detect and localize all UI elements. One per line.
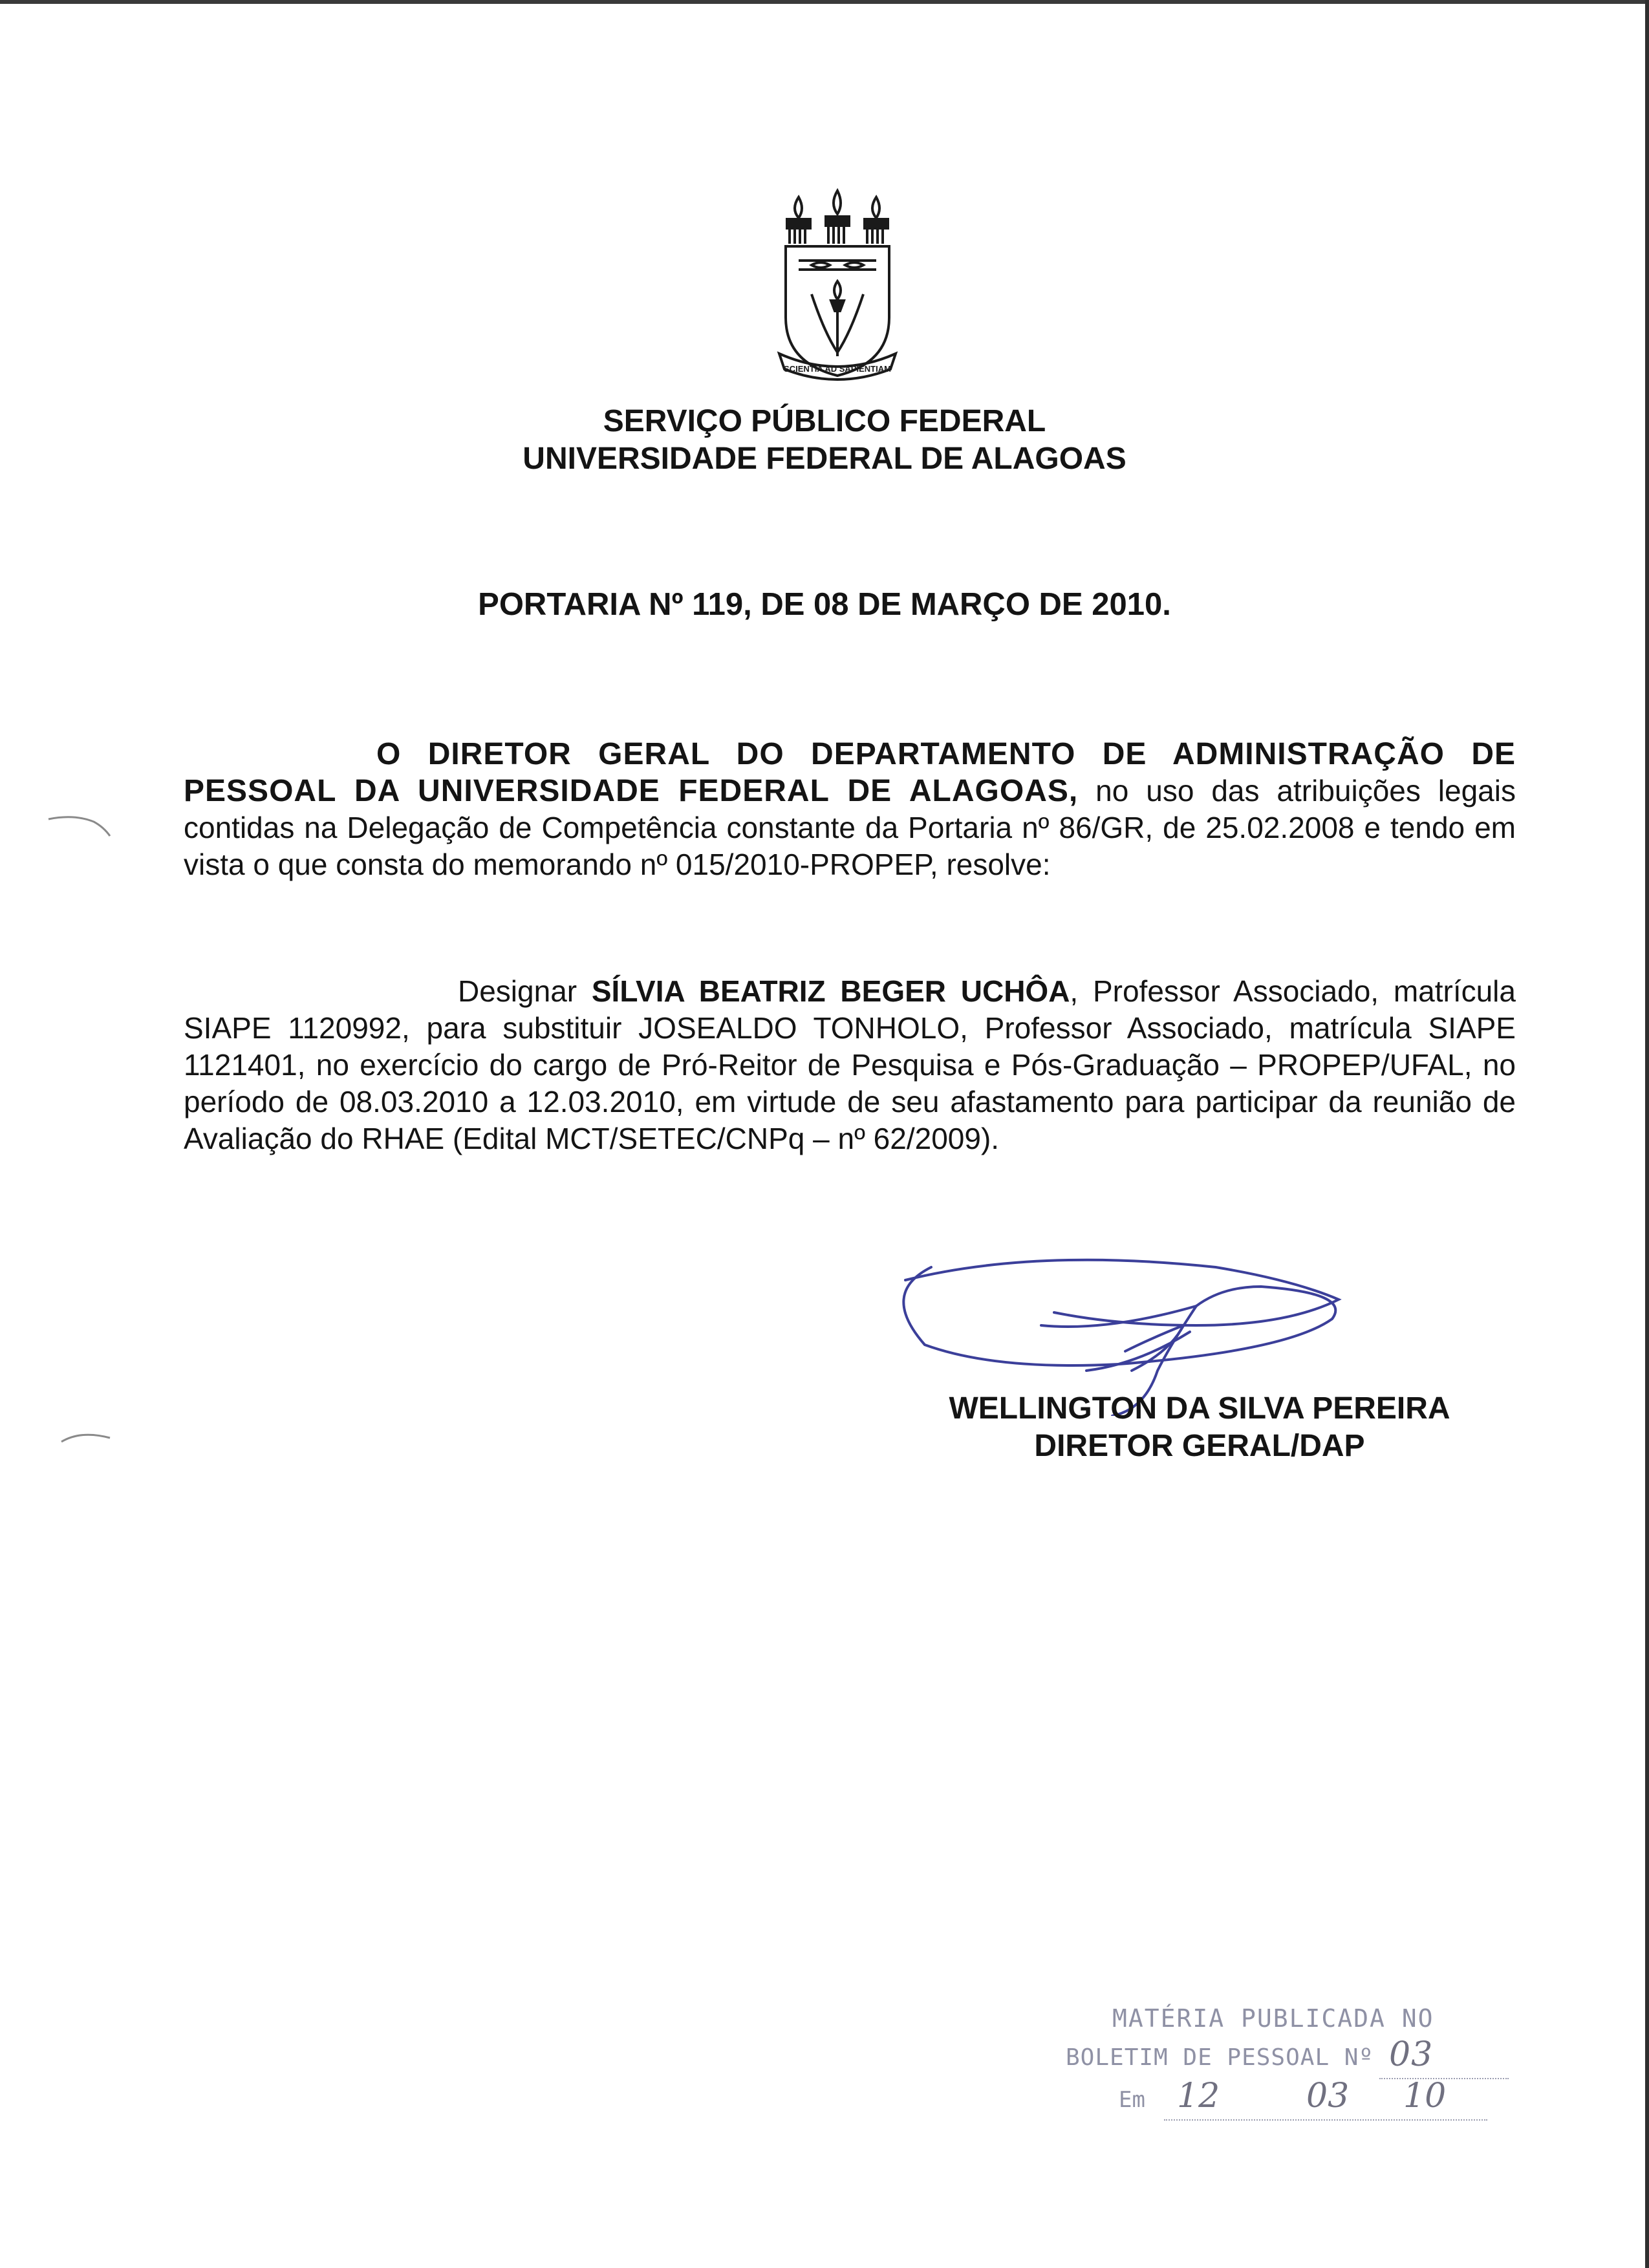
stamp-date-prefix: Em <box>1119 2087 1145 2113</box>
university-crest-icon <box>773 184 902 398</box>
scan-mark <box>58 1429 116 1448</box>
crest-motto: SCIENTIA AD SAPIENTIAM <box>784 364 891 374</box>
document-title: PORTARIA Nº 119, DE 08 DE MARÇO DE 2010. <box>478 587 1171 622</box>
stamp-year: 10 <box>1403 2077 1447 2115</box>
header-line-2: UNIVERSIDADE FEDERAL DE ALAGOAS <box>523 442 1126 476</box>
stamp-line-1: MATÉRIA PUBLICADA NO <box>1112 2004 1434 2033</box>
scan-edge-top <box>0 0 1649 4</box>
signatory-role: DIRETOR GERAL/DAP <box>1034 1429 1365 1463</box>
designee-name: SÍLVIA BEATRIZ BEGER UCHÔA <box>591 974 1070 1008</box>
header-line-1: SERVIÇO PÚBLICO FEDERAL <box>603 404 1046 438</box>
preamble-paragraph <box>184 736 1516 883</box>
preamble-lead: O DIRETOR GERAL DO DEPARTAMENTO DE ADMINISTRAÇÃO DE PESSOAL DA UNIVERSIDADE FEDERAL DE ALAGOAS, <box>184 737 1516 808</box>
scan-edge-right <box>1645 0 1649 2268</box>
stamp-bulletin-label: BOLETIM DE PESSOAL Nº <box>1066 2044 1374 2071</box>
signatory-name: WELLINGTON DA SILVA PEREIRA <box>949 1391 1450 1426</box>
body-pre: Designar <box>458 974 592 1008</box>
body-paragraph <box>184 973 1516 1157</box>
stamp-date-dotted-line <box>1164 2119 1487 2121</box>
stamp-day: 12 <box>1177 2077 1220 2115</box>
stamp-line-3 <box>1119 2077 1447 2115</box>
stamp-bulletin-number: 03 <box>1389 2035 1434 2074</box>
stamp-line-2 <box>1066 2035 1434 2074</box>
stamp-month: 03 <box>1306 2077 1350 2115</box>
body-text: , Professor Associado, matrícula SIAPE 1120992, para substituir JOSEALDO TONHOLO, Professor Associado, matrícula SIAPE 1121401, no exercício do cargo de Pró-Reitor de Pesquisa e Pós-Graduação – PROPEP/UFAL, no período de 08.03.2010 a 12.03.2010, em virtude de seu afastamento para participar da reunião de Avaliação do RHAE (Edital MCT/SETEC/CNPq – nº 62/2009). <box>184 974 1516 1155</box>
scan-mark <box>45 811 116 837</box>
preamble-text: no uso das atribuições legais contidas na Delegação de Competência constante da Portaria nº 86/GR, de 25.02.2008 e tendo em vista o que consta do memorando nº 015/2010-PROPEP, resolve: <box>184 774 1516 881</box>
publication-stamp <box>1061 1998 1526 2146</box>
